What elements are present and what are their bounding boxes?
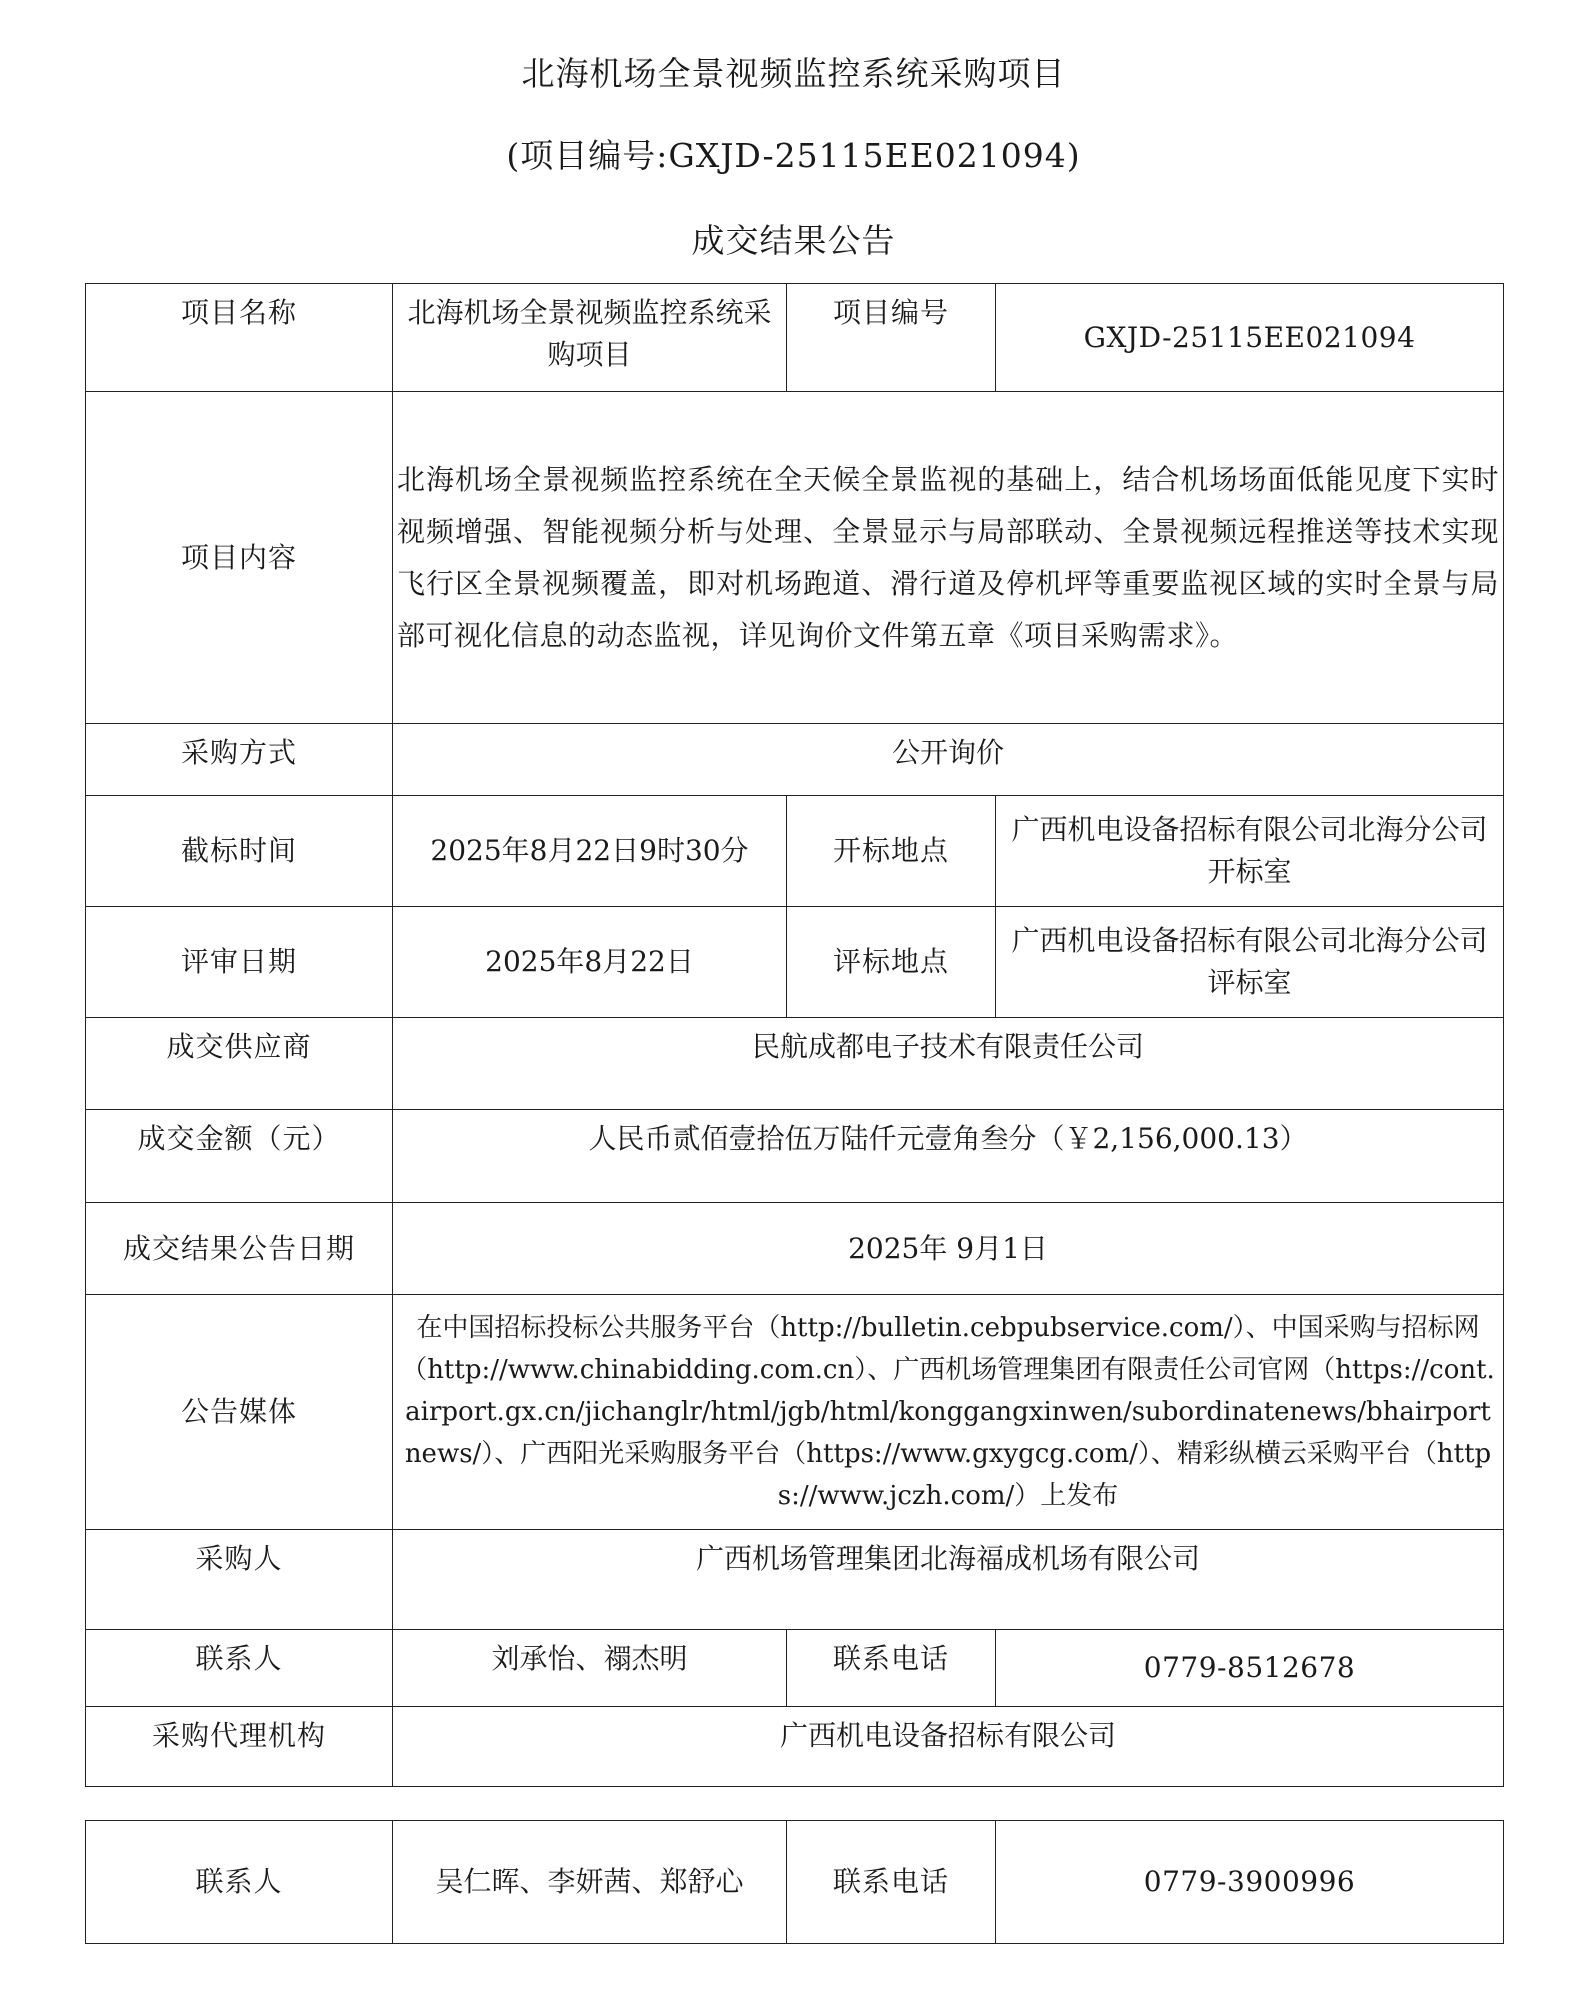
announce-date-value: 2025年 9月1日 xyxy=(393,1203,1504,1295)
agency-contact-table xyxy=(85,1820,1504,1944)
project-name-label: 项目名称 xyxy=(86,284,393,392)
buyer-value: 广西机场管理集团北海福成机场有限公司 xyxy=(393,1530,1504,1630)
supplier-value: 民航成都电子技术有限责任公司 xyxy=(393,1018,1504,1110)
row-project-name xyxy=(86,284,1504,392)
opening-place-label: 开标地点 xyxy=(787,796,996,907)
row-media xyxy=(86,1295,1504,1530)
project-name-value: 北海机场全景视频监控系统采购项目 xyxy=(393,284,787,392)
agency-label: 采购代理机构 xyxy=(86,1707,393,1787)
buyer-contact-value: 刘承怡、禤杰明 xyxy=(393,1630,787,1707)
row-announce-date xyxy=(86,1203,1504,1295)
media-value: 在中国招标投标公共服务平台（http://bulletin.cebpubservice.com/）、中国采购与招标网（http://www.chinabidding.com.cn）、广西机场管理集团有限责任公司官网（https://cont.airport.gx.cn/jichanglr/html/jgb/html/konggangxinwen/subordinatenews/bhairportnews/）、广西阳光采购服务平台（https://www.gxygcg.com/）、精彩纵横云采购平台（https://www.jczh.com/）上发布 xyxy=(393,1295,1504,1530)
row-procurement-method xyxy=(86,724,1504,796)
row-buyer-contact xyxy=(86,1630,1504,1707)
agency-contact-label: 联系人 xyxy=(86,1821,393,1944)
project-content-label: 项目内容 xyxy=(86,392,393,724)
row-supplier xyxy=(86,1018,1504,1110)
review-date-value: 2025年8月22日 xyxy=(393,907,787,1018)
review-place-value: 广西机电设备招标有限公司北海分公司评标室 xyxy=(996,907,1504,1018)
agency-phone-value: 0779-3900996 xyxy=(996,1821,1504,1944)
announcement-subtitle: 成交结果公告 xyxy=(691,221,896,260)
document-title: 北海机场全景视频监控系统采购项目 xyxy=(521,54,1066,93)
deadline-value: 2025年8月22日9时30分 xyxy=(393,796,787,907)
row-agency-contact xyxy=(86,1821,1504,1944)
buyer-phone-value: 0779-8512678 xyxy=(996,1630,1504,1707)
review-place-label: 评标地点 xyxy=(787,907,996,1018)
project-code-heading: (项目编号:GXJD-25115EE021094) xyxy=(506,136,1081,175)
buyer-phone-label: 联系电话 xyxy=(787,1630,996,1707)
procurement-method-label: 采购方式 xyxy=(86,724,393,796)
buyer-contact-label: 联系人 xyxy=(86,1630,393,1707)
supplier-label: 成交供应商 xyxy=(86,1018,393,1110)
project-content-value: 北海机场全景视频监控系统在全天候全景监视的基础上，结合机场场面低能见度下实时视频增强、智能视频分析与处理、全景显示与局部联动、全景视频远程推送等技术实现飞行区全景视频覆盖，即对机场跑道、滑行道及停机坪等重要监视区域的实时全景与局部可视化信息的动态监视，详见询价文件第五章《项目采购需求》。 xyxy=(393,392,1504,724)
project-code-value: GXJD-25115EE021094 xyxy=(996,284,1504,392)
row-deadline xyxy=(86,796,1504,907)
result-table xyxy=(85,283,1504,1787)
buyer-label: 采购人 xyxy=(86,1530,393,1630)
procurement-method-value: 公开询价 xyxy=(393,724,1504,796)
amount-value: 人民币贰佰壹拾伍万陆仟元壹角叁分（￥2,156,000.13） xyxy=(393,1110,1504,1203)
agency-contact-value: 吴仁晖、李妍茜、郑舒心 xyxy=(393,1821,787,1944)
row-review xyxy=(86,907,1504,1018)
row-amount xyxy=(86,1110,1504,1203)
media-label: 公告媒体 xyxy=(86,1295,393,1530)
agency-phone-label: 联系电话 xyxy=(787,1821,996,1944)
row-buyer xyxy=(86,1530,1504,1630)
review-date-label: 评审日期 xyxy=(86,907,393,1018)
agency-value: 广西机电设备招标有限公司 xyxy=(393,1707,1504,1787)
amount-label: 成交金额（元） xyxy=(86,1110,393,1203)
row-agency xyxy=(86,1707,1504,1787)
project-code-label: 项目编号 xyxy=(787,284,996,392)
opening-place-value: 广西机电设备招标有限公司北海分公司开标室 xyxy=(996,796,1504,907)
deadline-label: 截标时间 xyxy=(86,796,393,907)
row-project-content xyxy=(86,392,1504,724)
announce-date-label: 成交结果公告日期 xyxy=(86,1203,393,1295)
